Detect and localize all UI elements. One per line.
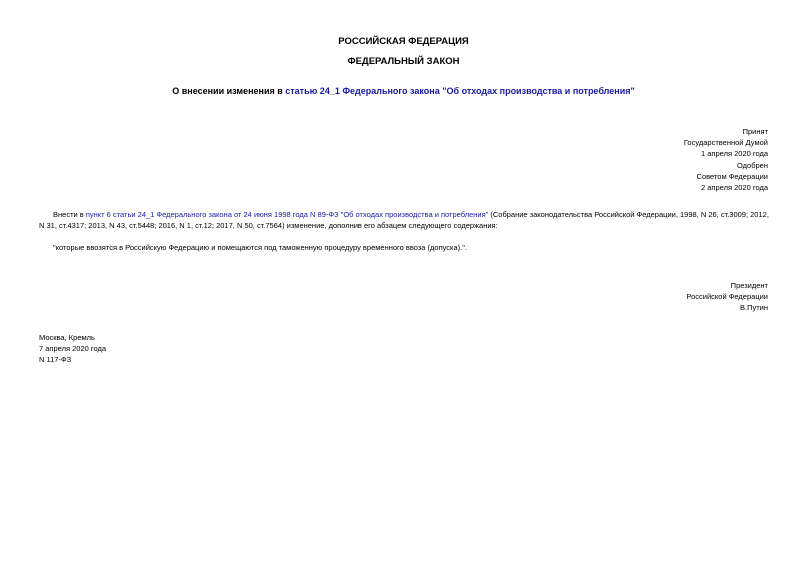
document-type-heading: ФЕДЕРАЛЬНЫЙ ЗАКОН — [347, 56, 460, 67]
adoption-line: 1 апреля 2020 года — [701, 149, 768, 159]
adoption-line: Одобрен — [737, 160, 768, 170]
footer-line: N 117-ФЗ — [39, 355, 72, 365]
law-clause-link[interactable]: пункт 6 статьи 24_1 Федерального закона от 24 июня 1998 года N 89-ФЗ "Об отходах производства и потребления" — [85, 210, 489, 219]
body-paragraph-2: "которые ввозятся в Российскую Федерацию и помещаются под таможенную процедуру временного ввоза (допуска).". — [53, 243, 468, 252]
paragraph-prefix: Внести в — [53, 210, 86, 219]
signature-block — [686, 280, 768, 314]
title-prefix: О внесении изменения в — [172, 86, 286, 96]
signature-line: В.Путин — [740, 303, 768, 313]
footer-line: 7 апреля 2020 года — [39, 344, 106, 354]
adoption-line: 2 апреля 2020 года — [701, 183, 768, 193]
adoption-line: Государственной Думой — [683, 138, 768, 148]
body-paragraph-1 — [39, 209, 769, 231]
signature-line: Российской Федерации — [686, 292, 768, 302]
signature-line: Президент — [730, 281, 768, 290]
paragraph-suffix: (Собрание законодательства Российской Федерации, 1998, N 26, ст.3009; 2012, N 31, ст.4317; 2013, N 43, ст.5448; 2016, N 1, ст.12; 2017, N 50, ст.7564) изменение, дополнив его абзацем следующего содержания: — [39, 210, 769, 231]
adoption-line: Советом Федерации — [696, 171, 768, 181]
footer-block — [39, 332, 106, 366]
document-title — [0, 86, 807, 96]
adoption-block — [684, 126, 768, 193]
adoption-line: Принят — [742, 127, 768, 136]
footer-line: Москва, Кремль — [39, 333, 95, 342]
country-heading: РОССИЙСКАЯ ФЕДЕРАЦИЯ — [338, 36, 469, 47]
title-article-link[interactable]: статью 24_1 Федерального закона "Об отходах производства и потребления" — [285, 86, 635, 96]
